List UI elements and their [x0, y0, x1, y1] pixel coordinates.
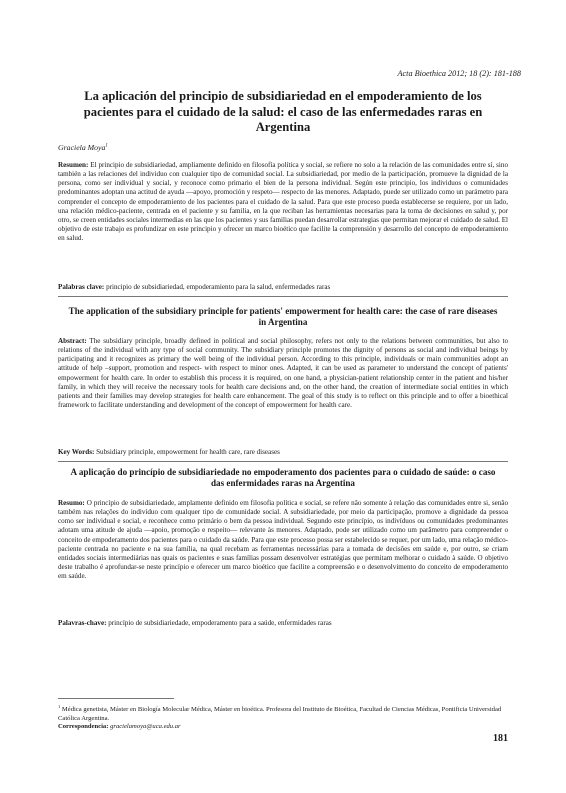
palabras-clave-text: principio de subsidiariedad, empoderamiento para la salud, enfermedades raras — [104, 283, 331, 291]
section-divider — [58, 296, 508, 297]
abstract-paragraph — [58, 337, 508, 410]
palabras-clave-label: Palabras clave: — [58, 283, 105, 291]
palavras-chave-line — [58, 619, 508, 628]
palavras-chave-label: Palavras-chave: — [58, 619, 107, 627]
correspondence-label: Correspondencia: — [58, 723, 109, 731]
palabras-clave-line — [58, 283, 508, 292]
resumen-paragraph — [58, 161, 508, 243]
footnote-mark: 1 — [58, 704, 61, 709]
key-words-line — [58, 448, 508, 457]
resumen-label: Resumen: — [58, 161, 89, 169]
portuguese-title: A aplicação do princípio de subsidiariedade no empoderamento dos pacientes para o cuidado de saúde: o caso das enfermidades raras na Argentina — [70, 467, 496, 489]
footnote — [58, 703, 508, 732]
key-words-label: Key Words: — [58, 448, 95, 456]
footnote-text: Médica genetista, Máster en Biología Molecular Médica, Máster en bioética. Profesora del Instituto de Bioética, Facultad de Ciencias Médicas, Pontificia Universidad Católica Argentina. — [58, 706, 502, 722]
journal-reference: Acta Bioethica 2012; 18 (2): 181-188 — [397, 69, 521, 78]
palavras-chave-text: princípio de subsidiariedade, empoderamento para a saúde, enfermidades raras — [106, 619, 332, 627]
page-number: 181 — [493, 733, 508, 744]
english-title: The application of the subsidiary principle for patients' empowerment for health care: the case of rare diseases in Argentina — [68, 306, 498, 328]
resumo-label: Resumo: — [58, 499, 85, 507]
author-line — [58, 143, 108, 152]
correspondence-email[interactable]: gracielamoya@uca.edu.ar — [108, 723, 181, 731]
author-name: Graciela Moya — [58, 143, 106, 152]
author-note-mark: 1 — [105, 143, 108, 149]
section-divider — [58, 461, 508, 462]
footnote-divider — [58, 698, 174, 699]
key-words-text: Subsidiary principle, empowerment for health care, rare diseases — [94, 448, 280, 456]
resumo-text: O princípio de subsidiariedade, amplamente definido em filosofia política e social, se refere não somente à relação das comunidades entre si, senão também nas relações do indivíduo com qualquer tipo de comunidade social. A subsidiariedade, por meio da participação, promove a dignidade da pessoa como ser individual e social, e reconhece como primário o bem da pessoa individual. Segundo este princípio, os indivíduos ou comunidades predominantes adotam uma atitude de ajuda —apoio, promoção e respeito— relevante às menores. Adaptado, pode ser utilizado como um parâmetro para compreender o conceito de empoderamento dos pacientes para o cuidado da saúde. Para que este processo possa ser estabelecido se requer, por um lado, uma relação médico-paciente centrada no paciente e na sua família, na qual recebam as ferramentas necessárias para a tomada de decisões em saúde e, por outro, se criam entidades sociais intermediárias nas quais os pacientes e suas famílias possam desenvolver estratégias que permitam melhorar o cuidado à saúde. O objetivo deste trabalho é aprofundar-se neste princípio e oferecer um marco bioético que facilite a compreensão e o desenvolvimento do conceito de empoderamento em saúde. — [58, 499, 508, 581]
abstract-label: Abstract: — [58, 337, 87, 345]
abstract-text: The subsidiary principle, broadly defined in political and social philosophy, refers not only to the relations between communities, but also to relations of the individual with any type of social community. The subsidiary principle promotes the dignity of persons as social and individual beings by participating and it recognizes as primary the well being of the individual person. According to this principle, individuals or main communities adopt an attitude of help –support, promotion and respect- with respect to minor ones. Adapted, it can be used as parameter to understand the concept of patients' empowerment for health care. In order to establish this process it is required, on one hand, a physician-patient relationship center in the patient and his/her family, in which they will receive the necessary tools for health care decisions and, on the other hand, the creation of intermediate social entities in which patients and their families may develop strategies for health care enhancement. The goal of this study is to reflect on this principle and to offer a bioethical framework to facilitate understanding and development of the concept of empowerment for health care. — [58, 337, 508, 410]
article-title: La aplicación del principio de subsidiariedad en el empoderamiento de los pacientes para el cuidado de la salud: el caso de las enfermedades raras en Argentina — [83, 89, 483, 134]
resumo-paragraph — [58, 499, 508, 581]
resumen-text: El principio de subsidiariedad, ampliamente definido en filosofía política y social, se refiere no solo a la relación de las comunidades entre sí, sino también a las relaciones del individuo con cualquier tipo de comunidad social. La subsidiariedad, por medio de la participación, promueve la dignidad de la persona, como ser individual y social, y reconoce como primario el bien de la persona individual. Según este principio, los individuos o comunidades predominantes adoptan una actitud de ayuda —apoyo, promoción y respeto— respecto de las menores. Adaptado, puede ser utilizado como un parámetro para comprender el concepto de empoderamiento de los pacientes para el cuidado de la salud. Para que este proceso pueda establecerse se requiere, por un lado, una relación médico-paciente, centrada en el paciente y su familia, en la que reciban las herramientas necesarias para la toma de decisiones en salud y, por otro, se creen entidades sociales intermedias en las que los pacientes y sus familias puedan desarrollar estrategias que permitan mejorar el cuidado de salud. El objetivo de este trabajo es profundizar en este principio y ofrecer un marco bioético que facilite la comprensión y desarrollo del concepto de empoderamiento en salud. — [58, 161, 508, 243]
